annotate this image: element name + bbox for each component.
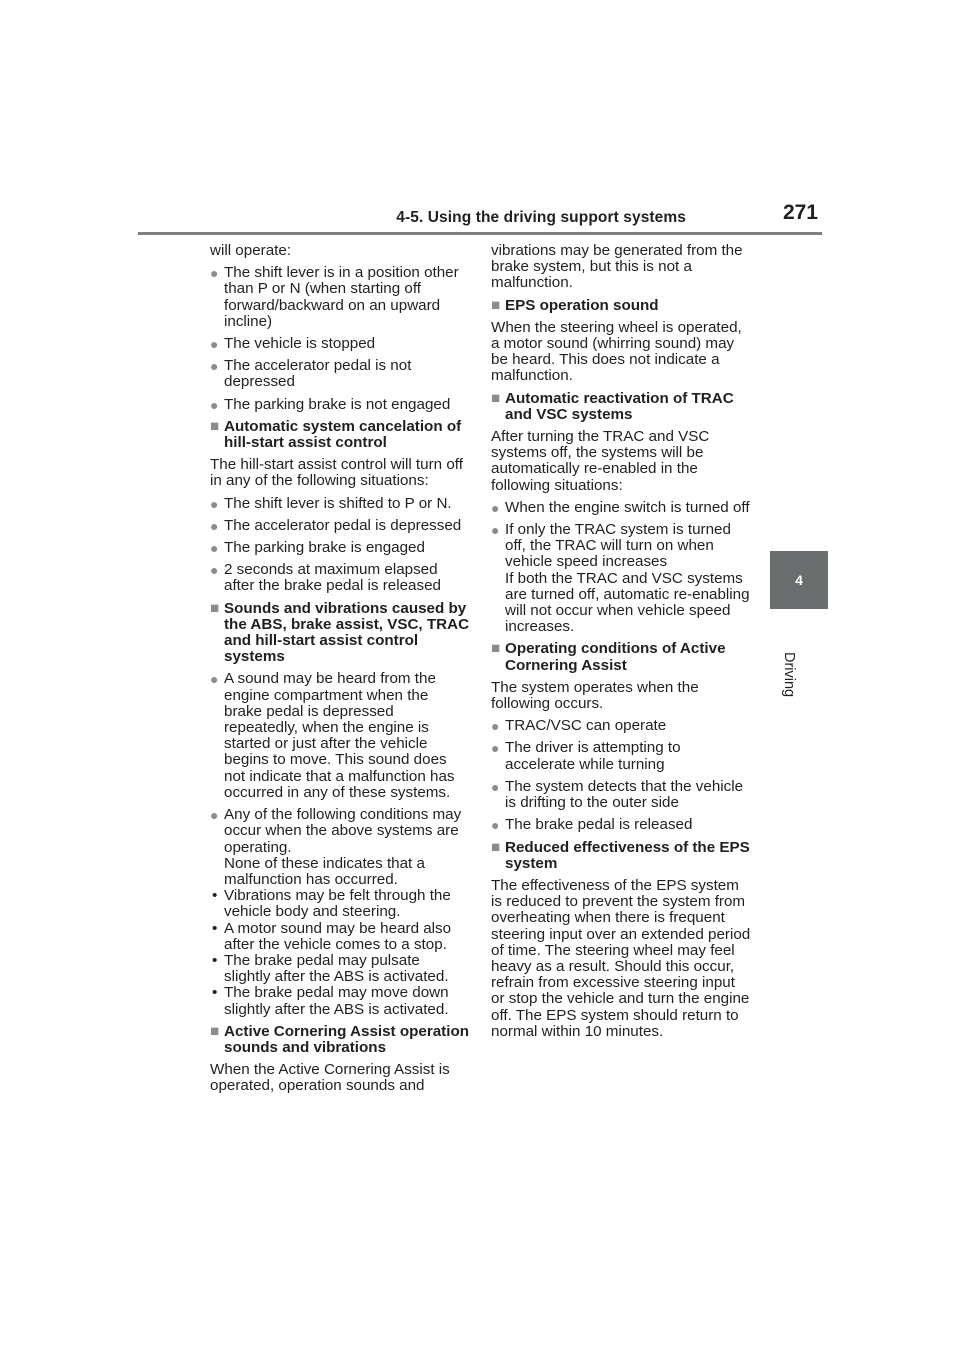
chapter-label: Driving	[781, 652, 797, 698]
list-item: ● When the engine switch is turned off	[491, 498, 750, 516]
dot-marker-icon: •	[212, 984, 218, 1002]
square-bullet-icon: ■	[210, 417, 220, 435]
bullet-icon: ●	[210, 396, 219, 413]
list-item: ● The shift lever is in a position other than P or N (when starting off forward/backward on an upward incline)	[210, 264, 459, 330]
chapter-number: 4	[795, 572, 803, 588]
bullet-icon: ●	[491, 718, 500, 735]
square-bullet-icon: ■	[491, 389, 501, 407]
list-item: • Vibrations may be felt through the vehicle body and steering.	[212, 887, 451, 921]
bullet-icon: ●	[491, 522, 500, 539]
section-heading: ■ Active Cornering Assist operation sounds and vibrations	[210, 1022, 470, 1056]
bullet-icon: ●	[210, 562, 219, 579]
right-column	[491, 243, 751, 1046]
list-item: ● The brake pedal is released	[491, 816, 693, 834]
list-item: ● The shift lever is shifted to P or N.	[210, 494, 452, 512]
list-item: ● The accelerator pedal is depressed	[210, 516, 462, 534]
paragraph: vibrations may be generated from the brake system, but this is not a malfunction.	[491, 242, 743, 292]
list-item: ● The vehicle is stopped	[210, 335, 376, 353]
header-divider	[138, 232, 822, 235]
list-item: ● The driver is attempting to accelerate while turning	[491, 739, 681, 773]
list-item: ● The parking brake is not engaged	[210, 395, 451, 413]
section-heading: ■ Automatic reactivation of TRAC and VSC systems	[491, 389, 734, 423]
list-item: • The brake pedal may move down slightly after the ABS is activated.	[212, 984, 449, 1018]
list-item: ● The system detects that the vehicle is drifting to the outer side	[491, 777, 744, 812]
paragraph: The system operates when the following occurs.	[491, 678, 699, 713]
square-bullet-icon: ■	[210, 599, 220, 617]
bullet-icon: ●	[210, 336, 219, 353]
list-item: ● If only the TRAC system is turned off, the TRAC will turn on when vehicle speed increases If both the TRAC and VSC systems are turned off, automatic re-enabling will not occur when vehicle speed increases.	[491, 521, 750, 636]
list-item: ● The accelerator pedal is not depressed	[210, 357, 412, 391]
list-item: ● The parking brake is engaged	[210, 539, 425, 557]
left-column	[210, 243, 470, 1101]
page-number: 271	[782, 201, 818, 224]
square-bullet-icon: ■	[210, 1022, 220, 1040]
square-bullet-icon: ■	[491, 838, 501, 856]
bullet-icon: ●	[210, 495, 219, 512]
list-item: • The brake pedal may pulsate slightly after the ABS is activated.	[212, 951, 449, 986]
section-title: 4-5. Using the driving support systems	[396, 209, 686, 226]
bullet-icon: ●	[491, 817, 500, 834]
bullet-icon: ●	[491, 740, 500, 757]
paragraph: After turning the TRAC and VSC systems off, the systems will be automatically re-enabled in the following situations:	[491, 428, 710, 494]
list-item: ● Any of the following conditions may occur when the above systems are operating. None of these indicates that a malfunction has occurred.	[210, 806, 462, 888]
square-bullet-icon: ■	[491, 640, 501, 658]
square-bullet-icon: ■	[491, 296, 501, 314]
section-heading: ■ Sounds and vibrations caused by the ABS, brake assist, VSC, TRAC and hill-start assist control systems	[210, 599, 470, 666]
section-heading: ■ Automatic system cancelation of hill-start assist control	[210, 417, 462, 452]
paragraph: The hill-start assist control will turn off in any of the following situations:	[210, 456, 463, 490]
bullet-icon: ●	[491, 778, 500, 795]
paragraph: When the Active Cornering Assist is operated, operation sounds and	[210, 1061, 450, 1095]
intro-text: will operate:	[210, 242, 292, 259]
list-item: ● A sound may be heard from the engine compartment when the brake pedal is depressed repeatedly, when the engine is started or just after the vehicle begins to move. This sound does not indicate that a malfunction has occurred in any of these systems.	[210, 670, 455, 801]
section-heading: ■ Reduced effectiveness of the EPS system	[491, 838, 750, 872]
bullet-icon: ●	[210, 358, 219, 375]
chapter-tab	[770, 551, 828, 609]
page-header	[138, 201, 822, 235]
section-heading: ■ EPS operation sound	[491, 296, 659, 314]
list-item: ● TRAC/VSC can operate	[491, 717, 667, 735]
section-heading: ■ Operating conditions of Active Cornering Assist	[491, 640, 726, 674]
dot-marker-icon: •	[212, 887, 218, 905]
list-item: • A motor sound may be heard also after the vehicle comes to a stop.	[212, 919, 452, 953]
bullet-icon: ●	[210, 265, 219, 282]
dash-list	[210, 888, 470, 1018]
list-item: ● 2 seconds at maximum elapsed after the brake pedal is released	[210, 561, 441, 595]
paragraph: The effectiveness of the EPS system is reduced to prevent the system from overheating when there is frequent steering input over an extended period of time. The steering wheel may feel heavy as a result. Should this occur, refrain from excessive steering input or stop the vehicle and turn the engine off. The EPS system should return to normal within 10 minutes.	[491, 876, 751, 1040]
bullet-icon: ●	[210, 807, 219, 824]
bullet-icon: ●	[210, 517, 219, 534]
paragraph: When the steering wheel is operated, a motor sound (whirring sound) may be heard. This does not indicate a malfunction.	[491, 318, 742, 385]
bullet-icon: ●	[210, 671, 219, 688]
dot-marker-icon: •	[212, 951, 218, 969]
dot-marker-icon: •	[212, 919, 218, 937]
bullet-icon: ●	[210, 540, 219, 557]
bullet-icon: ●	[491, 499, 500, 516]
